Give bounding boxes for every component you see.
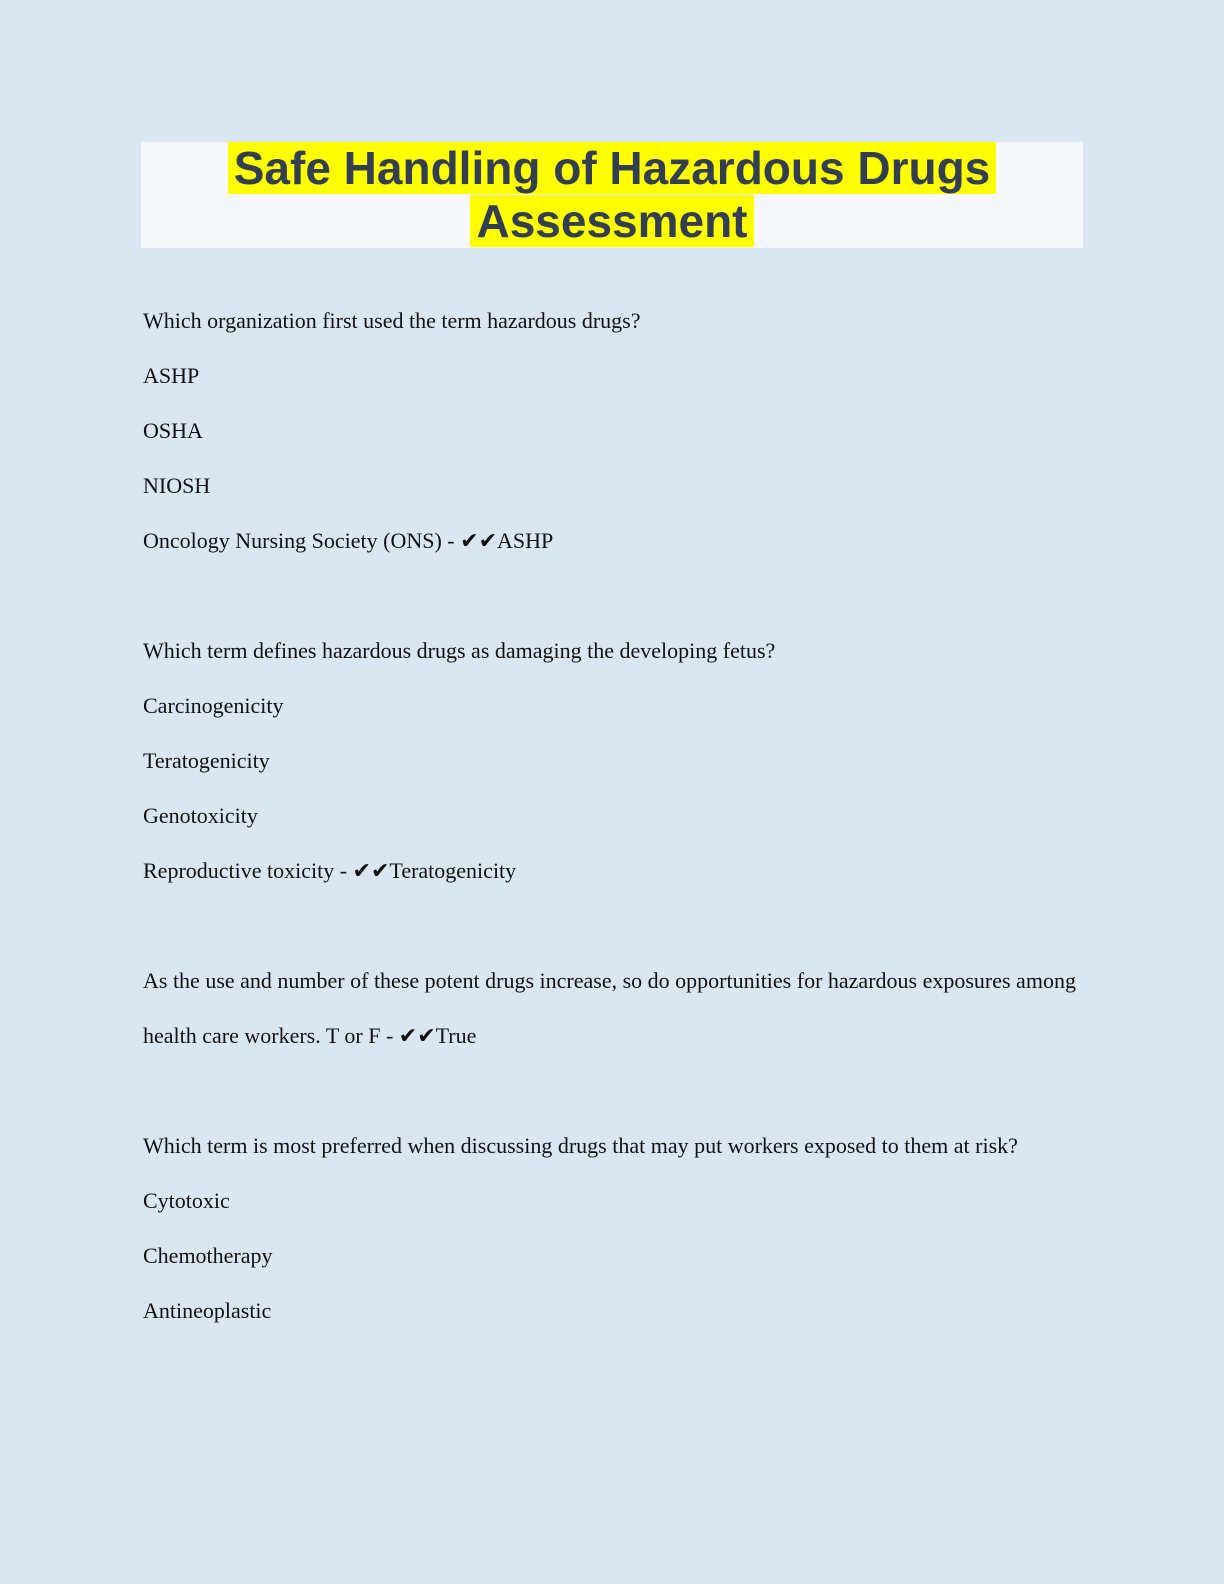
title-line-2: Assessment — [470, 195, 753, 247]
option-text: NIOSH — [143, 473, 211, 498]
question-text: Which term is most preferred when discussing drugs that may put workers exposed to them at risk? — [143, 1133, 1018, 1158]
option-text: Cytotoxic — [143, 1188, 230, 1213]
answer-text: Reproductive toxicity - ✔✔Teratogenicity — [143, 858, 517, 883]
title-box — [141, 142, 1083, 248]
question-text: Which organization first used the term hazardous drugs? — [143, 308, 641, 333]
option-text: Teratogenicity — [143, 748, 270, 773]
option-text: OSHA — [143, 418, 203, 443]
answer-text: Oncology Nursing Society (ONS) - ✔✔ASHP — [143, 528, 554, 553]
paragraph-spacer — [143, 568, 1081, 623]
option-text: Antineoplastic — [143, 1298, 272, 1323]
question-text: Which term defines hazardous drugs as damaging the developing fetus? — [143, 638, 776, 663]
paragraph-spacer — [143, 898, 1081, 953]
document-body — [143, 293, 1081, 1338]
option-text: ASHP — [143, 363, 200, 388]
title-line-1: Safe Handling of Hazardous Drugs — [228, 142, 997, 194]
page-title — [141, 142, 1083, 248]
option-text: Carcinogenicity — [143, 693, 284, 718]
option-text: Genotoxicity — [143, 803, 258, 828]
paragraph-spacer — [143, 1063, 1081, 1118]
question-text: As the use and number of these potent drugs increase, so do opportunities for hazardous exposures among health care workers. T or F - ✔✔True — [143, 968, 1076, 1048]
option-text: Chemotherapy — [143, 1243, 273, 1268]
